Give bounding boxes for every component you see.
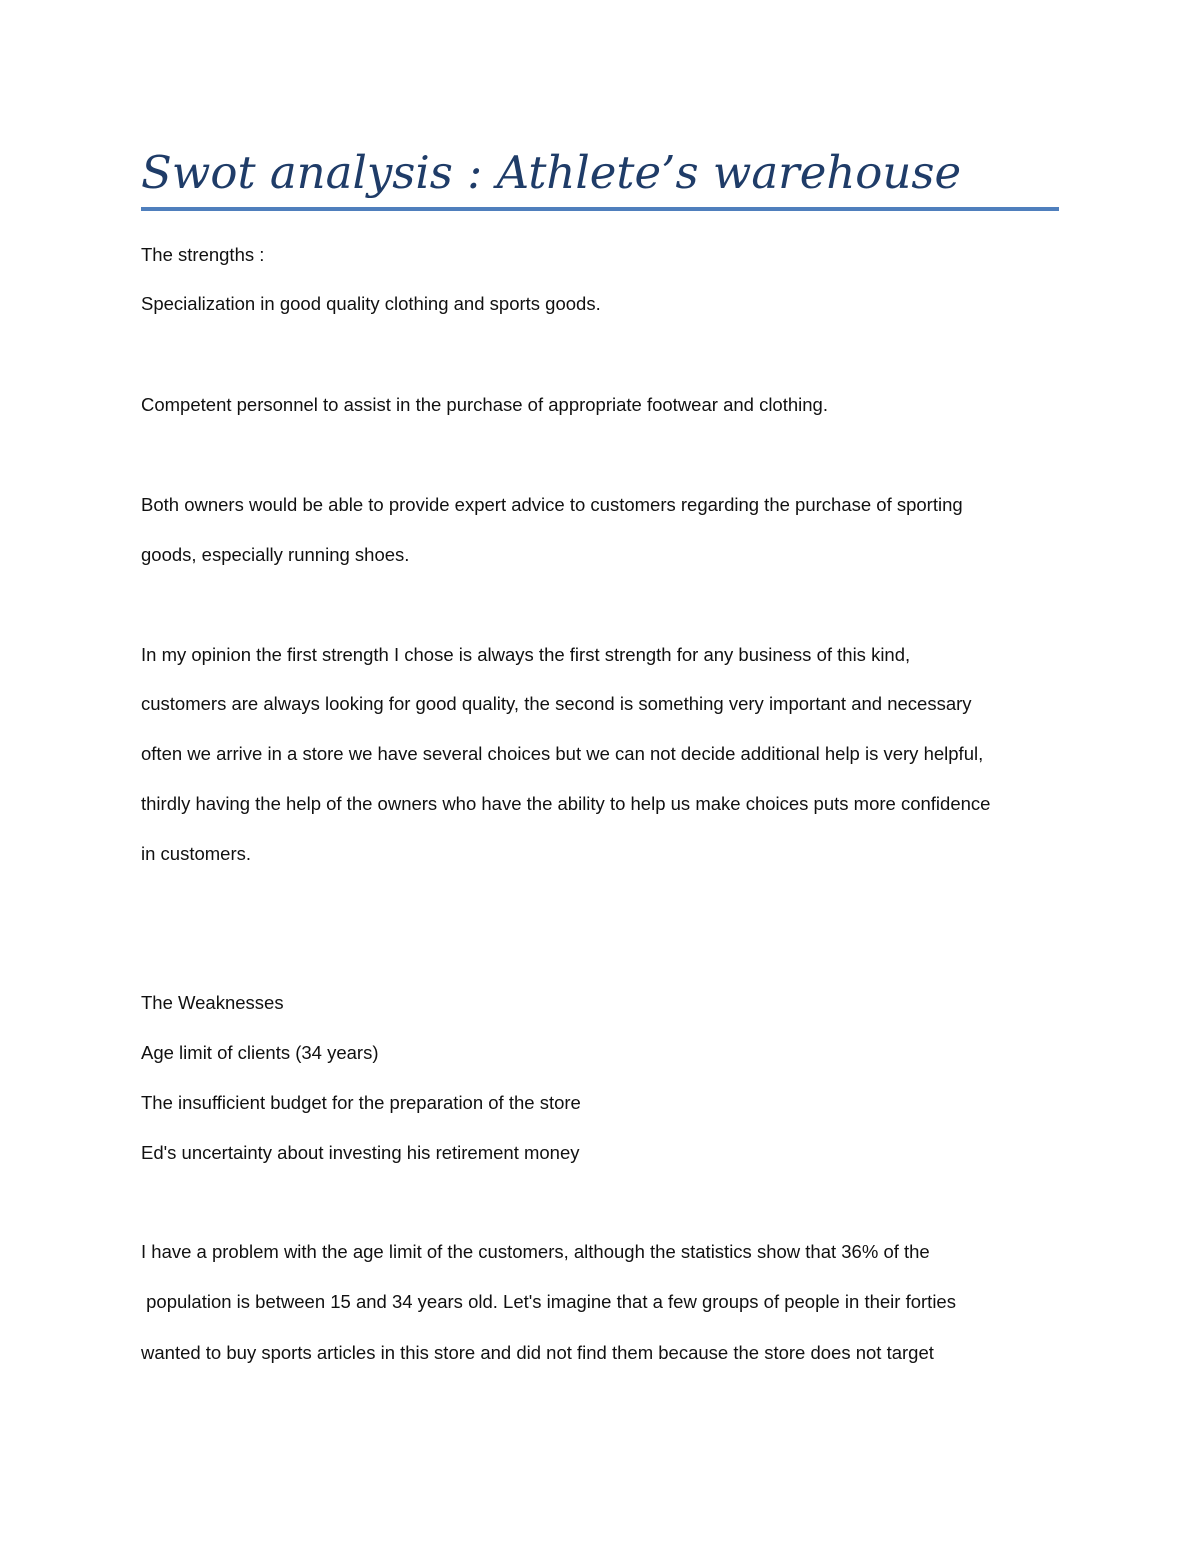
opinion-line: In my opinion the first strength I chose is always the first strength for any business of this kind, (141, 644, 911, 665)
weakness-item-retirement-money: Ed's uncertainty about investing his retirement money (141, 1142, 580, 1163)
strength-item-specialization: Specialization in good quality clothing and sports goods. (141, 293, 601, 314)
opinion-line: in customers. (141, 843, 252, 864)
strengths-heading: The strengths : (141, 244, 265, 265)
document-title: Swot analysis : Athlete’s warehouse (141, 146, 962, 199)
strength-owners-line-2: goods, especially running shoes. (141, 544, 410, 565)
discussion-line: population is between 15 and 34 years old. Let's imagine that a few groups of people in their forties (141, 1291, 956, 1312)
title-underline-rule (141, 207, 1059, 211)
opinion-line: often we arrive in a store we have several choices but we can not decide additional help is very helpful, (141, 743, 984, 764)
weaknesses-heading: The Weaknesses (141, 992, 284, 1013)
opinion-line: thirdly having the help of the owners who have the ability to help us make choices puts more confidence (141, 793, 991, 814)
discussion-line: I have a problem with the age limit of the customers, although the statistics show that 36% of the (141, 1241, 930, 1262)
strength-item-personnel: Competent personnel to assist in the purchase of appropriate footwear and clothing. (141, 394, 828, 415)
opinion-line: customers are always looking for good quality, the second is something very important and necessary (141, 693, 972, 714)
discussion-line: wanted to buy sports articles in this store and did not find them because the store does not target (141, 1342, 934, 1363)
weakness-item-budget: The insufficient budget for the preparation of the store (141, 1092, 581, 1113)
weakness-item-age-limit: Age limit of clients (34 years) (141, 1042, 379, 1063)
strength-owners-line-1: Both owners would be able to provide expert advice to customers regarding the purchase of sporting (141, 494, 963, 515)
